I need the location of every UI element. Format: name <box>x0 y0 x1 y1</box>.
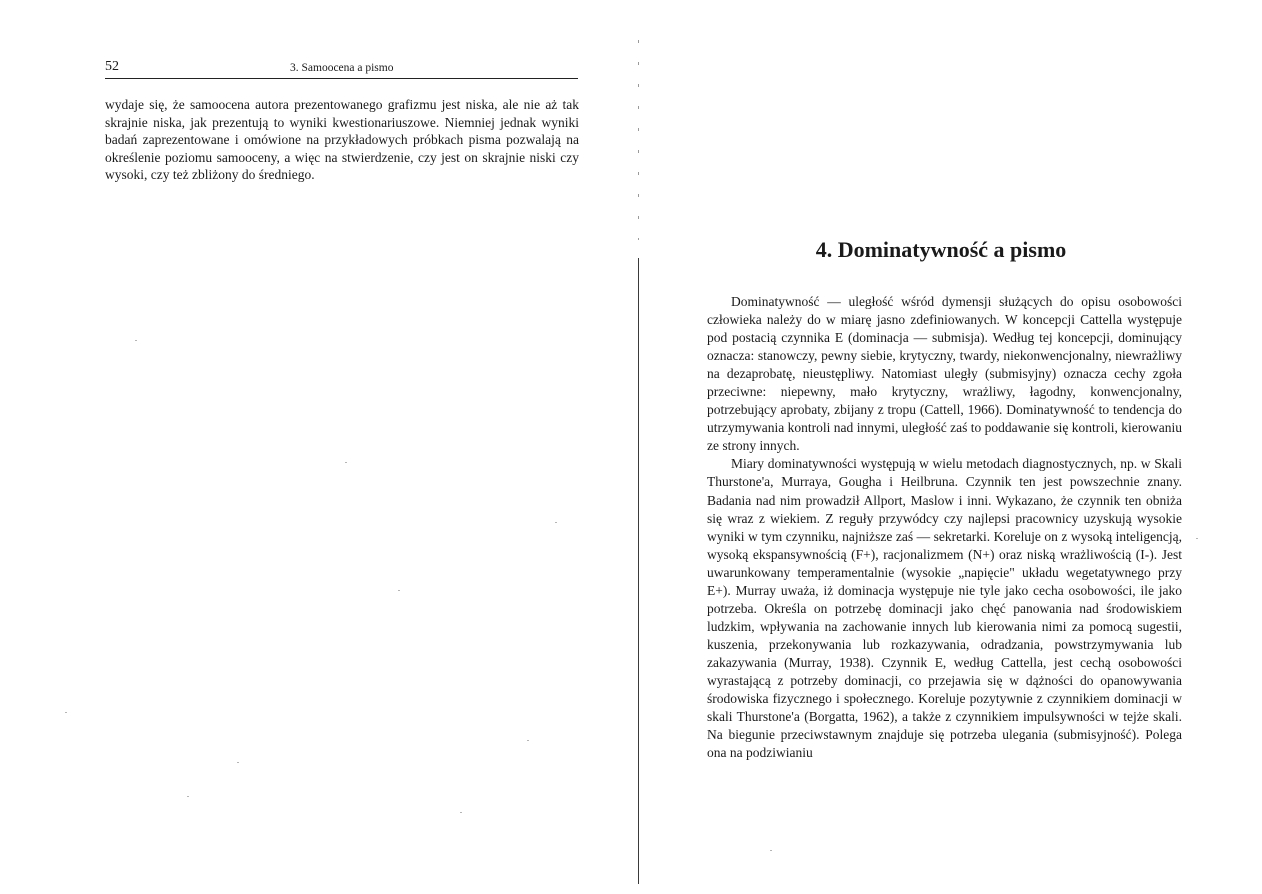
right-page-body <box>707 293 1182 762</box>
right-paragraph-2: Miary dominatywności występują w wielu metodach diagnostycznych, np. w Skali Thurstone'a, Murraya, Gougha i Heilbruna. Czynnik ten jest powszechnie znany. Badania nad nim prowadził Allport, Maslow i inni. Wykazano, że czynnik ten obniża się wraz z wiekiem. Z reguły przywódcy czy najlepsi pracownicy uzyskują wysokie wyniki w tym czynniku, najniższe zaś — sekretarki. Koreluje on z wysoką inteligencją, wysoką ekspansywnością (F+), racjonalizmem (N+) oraz niską wrażliwością (I-). Jest uwarunkowany temperamentalnie (wysokie „napięcie" układu wegetatywnego przy E+). Murray uważa, iż dominacja występuje nie tyle jako cecha osobowości, ile jako potrzeba. Określa on potrzebę dominacji jako chęć panowania nad środowiskiem ludzkim, wpływania na zachowanie innych lub kierowania nimi za pomocą sugestii, kuszenia, przekonywania lub rozkazywania, odradzania, powstrzymywania lub zakazywania (Murray, 1938). Czynnik E, według Cattella, jest cechą osobowości wyrastającą z potrzeby dominacji, co przejawia się w dążności do opanowywania środowiska fizycznego i społecznego. Koreluje pozytywnie z czynnikiem dominacji w skali Thurstone'a (Borgatta, 1962), a także z czynnikiem impulsywności w tejże skali. Na biegunie przeciwstawnym znajduje się potrzeba ulegania (submisyjność). Polega ona na podziwianiu <box>707 456 1182 761</box>
page-number: 52 <box>105 59 119 74</box>
scan-speck <box>460 812 462 813</box>
scan-speck <box>65 712 67 713</box>
book-gutter <box>638 258 639 884</box>
left-page-header <box>105 58 578 79</box>
scan-speck <box>1196 538 1198 539</box>
scan-speck <box>770 850 772 851</box>
right-paragraph-1: Dominatywność — uległość wśród dymensji służących do opisu osobowości człowieka należy do w miarę jasno zdefiniowanych. W koncepcji Cattella występuje pod postacią czynnika E (dominacja — submisja). Według tej koncepcji, dominujący oznacza: stanowczy, pewny siebie, krytyczny, twardy, niekonwencjonalny, niewrażliwy na dezaprobatę, nieustępliwy. Natomiast uległy (submisyjny) oznacza cechy zgoła przeciwne: niepewny, mało krytyczny, wrażliwy, łagodny, konwencjonalny, potrzebujący aprobaty, zbijany z tropu (Cattell, 1966). Dominatywność to tendencja do utrzymywania kontroli nad innymi, uległość zaś to poddawanie się kontroli, kierowaniu ze strony innych. <box>707 294 1182 454</box>
left-page-body <box>105 96 579 184</box>
scan-speck <box>555 522 557 523</box>
gutter-shadow <box>638 40 639 240</box>
scan-speck <box>237 762 239 763</box>
left-paragraph: wydaje się, że samoocena autora prezentowanego grafizmu jest niska, ale nie aż tak skrajnie niska, jak prezentują to wyniki kwestionariuszowe. Niemniej jednak wyniki badań zaprezentowane i omówione na przykładowych próbkach pisma pozwalają na określenie poziomu samooceny, a więc na stwierdzenie, czy jest on skrajnie niski czy wysoki, czy też zbliżony do średniego. <box>105 97 579 183</box>
chapter-title: 4. Dominatywność a pismo <box>815 237 1067 262</box>
scan-speck <box>345 462 347 463</box>
scan-speck <box>187 796 189 797</box>
scan-speck <box>135 340 137 341</box>
running-head: 3. Samoocena a pismo <box>290 62 394 74</box>
scan-speck <box>527 740 529 741</box>
scan-speck <box>398 590 400 591</box>
